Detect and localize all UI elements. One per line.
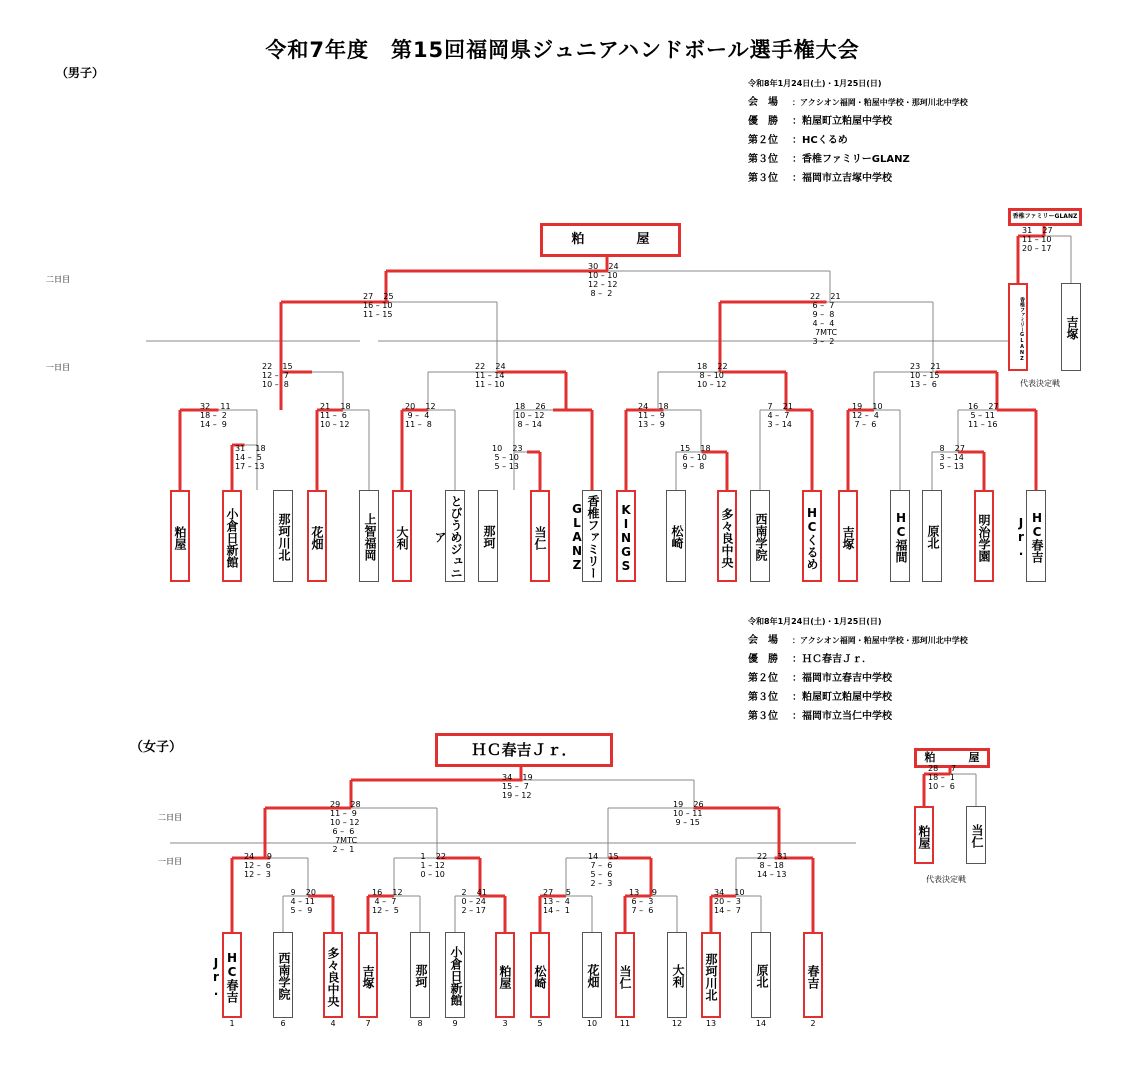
team-name: 吉塚 bbox=[1065, 316, 1079, 340]
girls-rep-team-box bbox=[914, 806, 934, 864]
girls-third1-value: ：粕屋町立粕屋中学校 bbox=[792, 692, 892, 703]
team-number: 9 bbox=[452, 1019, 458, 1028]
team-number: 2 bbox=[810, 1019, 816, 1028]
girls-score-q3: 14 15 7 – 6 5 – 6 2 – 3 bbox=[588, 852, 619, 888]
boys-score-q3: 18 22 8 – 10 10 – 12 bbox=[697, 362, 728, 389]
girls-team-box bbox=[323, 932, 343, 1018]
team-name: HC春吉Jr. bbox=[1014, 511, 1044, 563]
team-name: 上智福岡 bbox=[363, 513, 377, 561]
boys-team-box bbox=[922, 490, 942, 582]
team-name: 香椎ファミリーGLANZ bbox=[570, 495, 600, 579]
girls-score-r_d: 27 5 13 – 4 14 – 1 bbox=[543, 888, 571, 915]
team-name: 粕屋 bbox=[173, 526, 187, 550]
team-name: 花畑 bbox=[586, 964, 600, 988]
boys-third2-key: 第３位 bbox=[748, 173, 778, 184]
girls-score-r_b: 16 12 4 – 7 12 – 5 bbox=[372, 888, 403, 915]
girls-score-q2: 1 22 1 – 12 0 – 10 bbox=[420, 852, 446, 879]
team-number: 3 bbox=[502, 1019, 508, 1028]
girls-team-box bbox=[701, 932, 721, 1018]
girls-score-semi_r: 19 26 10 – 11 9 – 15 bbox=[673, 800, 704, 827]
girls-score-semi_l: 29 28 11 – 9 10 – 12 6 – 6 7MTC 2 – 1 bbox=[330, 800, 361, 854]
boys-venue-key: 会 場 bbox=[748, 97, 778, 108]
boys-score-r_c: 21 18 11 – 6 10 – 12 bbox=[320, 402, 351, 429]
boys-score-q1: 22 15 12 – 7 10 – 8 bbox=[262, 362, 293, 389]
team-number: 7 bbox=[365, 1019, 371, 1028]
girls-third1-key: 第３位 bbox=[748, 692, 778, 703]
boys-team-box bbox=[359, 490, 379, 582]
boys-team-box bbox=[307, 490, 327, 582]
girls-score-rep: 28 7 18 – 1 10 – 6 bbox=[928, 764, 956, 791]
boys-team-box bbox=[433, 490, 465, 582]
boys-second-value: ：HCくるめ bbox=[792, 135, 848, 146]
girls-score-final: 34 19 15 – 7 19 – 12 bbox=[502, 773, 533, 800]
boys-team-box bbox=[222, 490, 242, 582]
girls-team-box bbox=[751, 932, 771, 1018]
girls-date: 令和8年1月24日(土)・1月25日(日) bbox=[748, 617, 882, 626]
girls-team-box bbox=[530, 932, 550, 1018]
team-name: 小倉日新館 bbox=[225, 508, 239, 568]
boys-team-box bbox=[838, 490, 858, 582]
boys-team-box bbox=[1014, 490, 1046, 582]
team-name: 原北 bbox=[755, 964, 769, 988]
team-name: HC福間 bbox=[894, 511, 908, 563]
boys-date: 令和8年1月24日(土)・1月25日(日) bbox=[748, 79, 882, 88]
boys-score-r_j: 19 10 12 – 4 7 – 6 bbox=[852, 402, 883, 429]
boys-third2-value: ：福岡市立吉塚中学校 bbox=[792, 173, 892, 184]
boys-section-label: （男子） bbox=[56, 66, 105, 80]
team-name: 多々良中央 bbox=[720, 508, 734, 568]
team-name: 香椎ファミリーGLANZ bbox=[1019, 296, 1025, 362]
boys-score-semi_l: 27 25 16 – 10 11 – 15 bbox=[363, 292, 394, 319]
girls-team-box bbox=[273, 932, 293, 1018]
boys-day2-label: 二日目 bbox=[46, 275, 70, 284]
boys-team-box bbox=[802, 490, 822, 582]
girls-rep-champion-box: 粕 屋 bbox=[914, 748, 990, 768]
girls-rep-label: 代表決定戦 bbox=[926, 875, 966, 884]
girls-team-box bbox=[410, 932, 430, 1018]
girls-score-r_c: 2 41 0 – 24 2 – 17 bbox=[461, 888, 487, 915]
boys-day1-label: 一日目 bbox=[46, 363, 70, 372]
girls-venue-key: 会 場 bbox=[748, 635, 778, 646]
team-name: 当仁 bbox=[533, 526, 547, 550]
team-name: 小倉日新館 bbox=[449, 946, 463, 1006]
girls-third2-key: 第３位 bbox=[748, 711, 778, 722]
team-name: 大利 bbox=[671, 964, 685, 988]
boys-winner-key: 優 勝 bbox=[748, 116, 778, 127]
team-name: 多々良中央 bbox=[326, 947, 340, 1007]
team-name: HCくるめ bbox=[805, 506, 819, 570]
girls-team-box bbox=[803, 932, 823, 1018]
team-name: 那珂川北 bbox=[277, 513, 291, 561]
girls-day1-label: 一日目 bbox=[158, 857, 182, 866]
boys-score-r_k: 16 27 5 – 11 11 – 16 bbox=[968, 402, 999, 429]
team-name: 那珂川北 bbox=[704, 953, 718, 1001]
boys-score-r_g: 24 18 11 – 9 13 – 9 bbox=[638, 402, 669, 429]
team-number: 10 bbox=[586, 1019, 598, 1028]
team-name: 春吉 bbox=[806, 965, 820, 989]
boys-score-q2: 22 24 11 – 14 11 – 10 bbox=[475, 362, 506, 389]
team-number: 4 bbox=[330, 1019, 336, 1028]
boys-score-r_a: 32 11 18 – 2 14 – 9 bbox=[200, 402, 231, 429]
boys-score-r_l: 8 27 3 – 14 5 – 13 bbox=[939, 444, 965, 471]
boys-rep-team-box bbox=[1061, 283, 1081, 371]
girls-team-box bbox=[615, 932, 635, 1018]
team-name: 粕屋 bbox=[917, 825, 931, 849]
girls-third2-value: ：福岡市立当仁中学校 bbox=[792, 711, 892, 722]
boys-team-box bbox=[666, 490, 686, 582]
boys-team-box bbox=[750, 490, 770, 582]
boys-third1-key: 第３位 bbox=[748, 154, 778, 165]
team-name: HC春吉Jr. bbox=[209, 951, 239, 1003]
girls-team-box bbox=[582, 932, 602, 1018]
boys-score-r_h: 15 18 6 – 10 9 – 8 bbox=[680, 444, 711, 471]
girls-score-r_e: 13 9 6 – 3 7 – 6 bbox=[629, 888, 657, 915]
team-name: 西南学院 bbox=[754, 513, 768, 561]
girls-score-q4: 22 31 8 – 18 14 – 13 bbox=[757, 852, 788, 879]
team-name: 松崎 bbox=[670, 525, 684, 549]
girls-team-box bbox=[495, 932, 515, 1018]
boys-team-box bbox=[717, 490, 737, 582]
girls-score-r_f: 34 10 20 – 3 14 – 7 bbox=[714, 888, 745, 915]
boys-rep-label: 代表決定戦 bbox=[1020, 379, 1060, 388]
girls-winner-key: 優 勝 bbox=[748, 654, 778, 665]
team-name: 吉塚 bbox=[841, 526, 855, 550]
team-number: 1 bbox=[229, 1019, 235, 1028]
boys-team-box bbox=[890, 490, 910, 582]
girls-team-box bbox=[667, 932, 687, 1018]
girls-venue-value: ：アクシオン福岡・粕屋中学校・那珂川北中学校 bbox=[792, 636, 968, 645]
girls-rep-team-box bbox=[966, 806, 986, 864]
girls-score-q1: 24 9 12 – 6 12 – 3 bbox=[244, 852, 272, 879]
team-name: 那珂 bbox=[414, 964, 428, 988]
team-name: 粕屋 bbox=[498, 965, 512, 989]
page-title: 令和7年度 第15回福岡県ジュニアハンドボール選手権大会 bbox=[265, 38, 860, 62]
girls-team-box bbox=[209, 932, 242, 1018]
team-name: 大利 bbox=[395, 526, 409, 550]
girls-score-r_a: 9 20 4 – 11 5 – 9 bbox=[290, 888, 316, 915]
girls-second-value: ：福岡市立春吉中学校 bbox=[792, 673, 892, 684]
team-number: 11 bbox=[619, 1019, 631, 1028]
team-number: 6 bbox=[280, 1019, 286, 1028]
boys-team-box bbox=[273, 490, 293, 582]
boys-second-key: 第２位 bbox=[748, 135, 778, 146]
boys-third1-value: ：香椎ファミリーGLANZ bbox=[792, 154, 910, 165]
boys-score-r_d: 20 12 9 – 4 11 – 8 bbox=[405, 402, 436, 429]
team-number: 8 bbox=[417, 1019, 423, 1028]
girls-day2-label: 二日目 bbox=[158, 813, 182, 822]
girls-winner-value: ：ＨＣ春吉Ｊｒ． bbox=[792, 654, 872, 665]
boys-team-box bbox=[478, 490, 498, 582]
team-name: 西南学院 bbox=[277, 952, 291, 1000]
girls-section-label: （女子） bbox=[130, 740, 183, 755]
team-name: 那珂 bbox=[482, 525, 496, 549]
boys-score-r_i: 7 21 4 – 7 3 – 14 bbox=[767, 402, 793, 429]
team-name: 吉塚 bbox=[361, 965, 375, 989]
boys-team-box bbox=[974, 490, 994, 582]
team-name: 原北 bbox=[926, 525, 940, 549]
team-name: 当仁 bbox=[970, 824, 984, 848]
girls-second-key: 第２位 bbox=[748, 673, 778, 684]
team-number: 14 bbox=[755, 1019, 767, 1028]
team-name: KINGS bbox=[619, 503, 633, 573]
team-number: 13 bbox=[705, 1019, 717, 1028]
girls-team-box bbox=[358, 932, 378, 1018]
team-name: とびうめジュニア bbox=[433, 495, 463, 579]
boys-champion-box: 粕 屋 bbox=[540, 223, 681, 257]
boys-rep-champion-box: 香椎ファミリーGLANZ bbox=[1008, 208, 1082, 226]
boys-team-box bbox=[616, 490, 636, 582]
girls-team-box bbox=[445, 932, 465, 1018]
boys-rep-team-box bbox=[1008, 283, 1028, 371]
boys-score-q4: 23 21 10 – 15 13 – 6 bbox=[910, 362, 941, 389]
boys-winner-value: ：粕屋町立粕屋中学校 bbox=[792, 116, 892, 127]
team-name: 明治学園 bbox=[977, 514, 991, 562]
boys-team-box bbox=[530, 490, 550, 582]
team-name: 花畑 bbox=[310, 526, 324, 550]
team-number: 12 bbox=[671, 1019, 683, 1028]
team-name: 当仁 bbox=[618, 965, 632, 989]
boys-team-box bbox=[570, 490, 602, 582]
boys-team-box bbox=[392, 490, 412, 582]
girls-champion-box: ＨＣ春吉Ｊｒ． bbox=[435, 733, 613, 767]
boys-score-rep: 31 27 11 – 10 20 – 17 bbox=[1022, 226, 1053, 253]
boys-score-semi_r: 22 21 6 – 7 9 – 8 4 – 4 7MTC 3 – 2 bbox=[810, 292, 841, 346]
team-name: 松崎 bbox=[533, 965, 547, 989]
boys-score-r_b: 31 18 14 – 5 17 – 13 bbox=[235, 444, 266, 471]
boys-venue-value: ：アクシオン福岡・粕屋中学校・那珂川北中学校 bbox=[792, 98, 968, 107]
boys-score-r_e: 18 26 10 – 12 8 – 14 bbox=[515, 402, 546, 429]
boys-team-box bbox=[170, 490, 190, 582]
boys-score-r_f: 10 23 5 – 10 5 – 13 bbox=[492, 444, 523, 471]
team-number: 5 bbox=[537, 1019, 543, 1028]
boys-score-final: 30 24 10 – 10 12 – 12 8 – 2 bbox=[588, 262, 619, 298]
